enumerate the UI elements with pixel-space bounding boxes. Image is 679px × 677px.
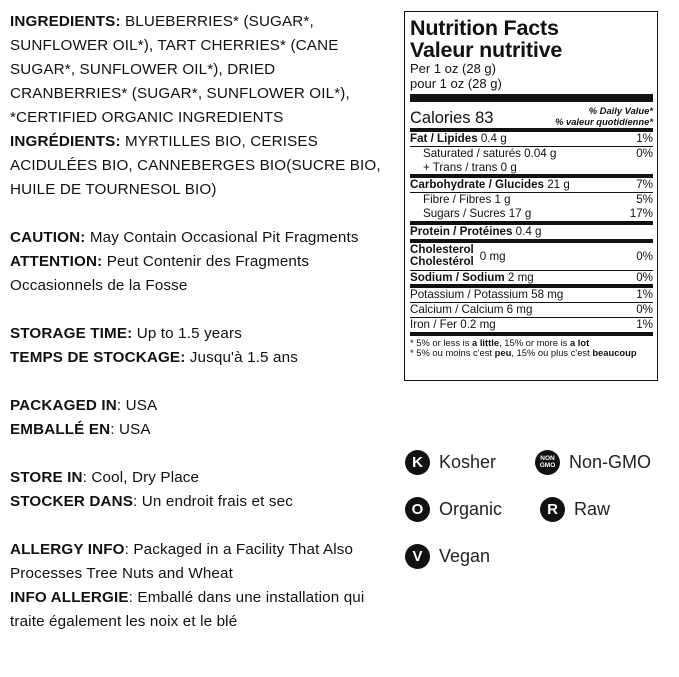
nutrition-title-fr: Valeur nutritive — [410, 38, 563, 62]
ingredients-fr: INGRÉDIENTS: MYRTILLES BIO, CERISES ACIDULÉES BIO, CANNEBERGES BIO(SUCRE BIO, HUILE DE TOURNESOL BIO) — [10, 133, 381, 198]
serving-size-en: Per 1 oz (28 g) — [410, 61, 496, 76]
storage-fr: TEMPS DE STOCKAGE: Jusqu'à 1.5 ans — [10, 349, 298, 366]
nutrient-row-iron: Iron / Fer 0.2 mg 1% — [410, 318, 653, 336]
store-en: STORE IN: Cool, Dry Place — [10, 469, 200, 486]
raw-icon: R — [540, 497, 565, 522]
nutrient-row-sugars: Sugars / Sucres 17 g 17% — [410, 207, 653, 225]
badge-organic: O Organic — [405, 497, 502, 522]
badge-kosher: K Kosher — [405, 450, 496, 475]
footnote-en: * 5% or less is a little, 15% or more is a lot — [410, 336, 590, 348]
calories: Calories 83 — [410, 109, 494, 127]
product-info-text — [10, 10, 395, 634]
nutrient-row-saturated: Saturated / saturés 0.04 g 0% — [423, 146, 653, 160]
nutrient-row-fibre: Fibre / Fibres 1 g 5% — [423, 193, 653, 207]
caution-fr: ATTENTION: Peut Contenir des Fragments Occasionnels de la Fosse — [10, 253, 310, 294]
nutrition-footnote — [410, 336, 653, 358]
calories-row — [410, 103, 653, 132]
nutrient-row-sodium: Sodium / Sodium 2 mg 0% — [410, 271, 653, 289]
store-fr: STOCKER DANS: Un endroit frais et sec — [10, 493, 293, 510]
vegan-icon: V — [405, 544, 430, 569]
nutrient-row-potassium: Potassium / Potassium 58 mg 1% — [410, 288, 653, 302]
allergy-en: ALLERGY INFO: Packaged in a Facility That Also Processes Tree Nuts and Wheat — [10, 541, 354, 582]
badge-raw: R Raw — [540, 497, 610, 522]
packaged-en: PACKAGED IN: USA — [10, 397, 158, 414]
thick-divider — [410, 94, 653, 102]
nutrient-row-protein: Protein / Protéines 0.4 g — [410, 225, 653, 243]
nutrient-row-cholesterol: Cholesterol Cholestérol 0 mg 0% — [410, 243, 653, 271]
nutrient-row-trans: + Trans / trans 0 g — [410, 161, 653, 179]
nutrient-row-carbohydrate: Carbohydrate / Glucides 21 g 7% — [410, 178, 653, 192]
footnote-fr: * 5% ou moins c'est peu, 15% ou plus c'est beaucoup — [410, 346, 637, 358]
non-gmo-icon: NON GMO — [535, 450, 560, 475]
badge-non-gmo: NON GMO Non-GMO — [535, 450, 651, 475]
badge-vegan: V Vegan — [405, 544, 490, 569]
nutrition-facts-table — [404, 11, 658, 381]
nutrient-row-calcium: Calcium / Calcium 6 mg 0% — [410, 303, 653, 317]
serving-size-fr: pour 1 oz (28 g) — [410, 76, 502, 91]
nutrient-row-fat: Fat / Lipides 0.4 g 1% — [410, 132, 653, 145]
organic-icon: O — [405, 497, 430, 522]
nutrition-title-en: Nutrition Facts — [410, 16, 559, 40]
daily-value-header: % Daily Value* % valeur quotidienne* — [555, 105, 653, 127]
ingredients-en: INGREDIENTS: BLUEBERRIES* (SUGAR*, SUNFLOWER OIL*), TART CHERRIES* (CANE SUGAR*, SUNFLOWER OIL*), DRIED CRANBERRIES* (SUGAR*, SUNFLOWER OIL*), *CERTIFIED ORGANIC INGREDIENTS — [10, 13, 350, 126]
allergy-fr: INFO ALLERGIE: Emballé dans une installation qui traite également les noix et le blé — [10, 589, 365, 630]
storage-en: STORAGE TIME: Up to 1.5 years — [10, 325, 242, 342]
caution-en: CAUTION: May Contain Occasional Pit Fragments — [10, 229, 359, 246]
kosher-icon: K — [405, 450, 430, 475]
packaged-fr: EMBALLÉ EN: USA — [10, 421, 151, 438]
